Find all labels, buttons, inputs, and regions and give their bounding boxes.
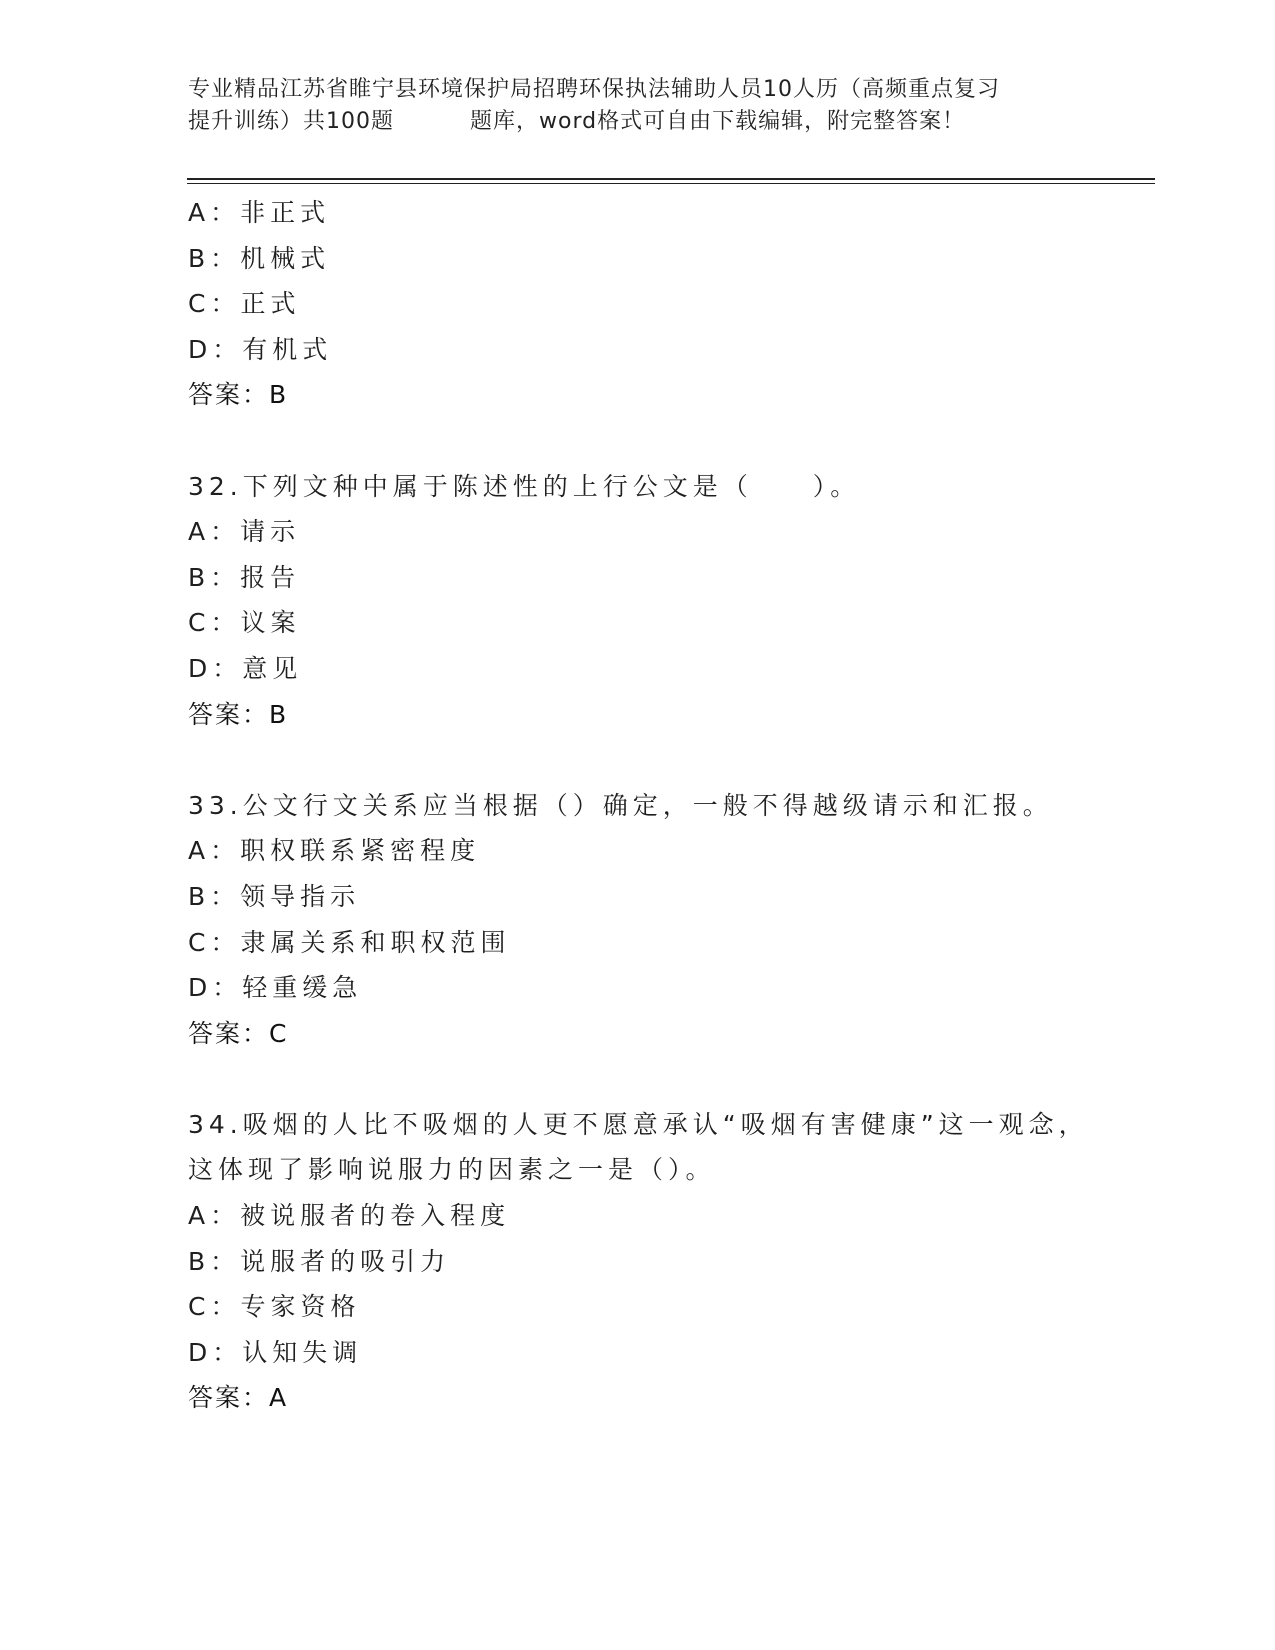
question-stem: 33.公文行文关系应当根据（）确定，一般不得越级请示和汇报。 [188,790,1053,820]
question-stem-line-2: 这体现了影响说服力的因素之一是（）。 [188,1155,716,1185]
question-33 [188,783,1148,1057]
question-stem-line-1: 34.吸烟的人比不吸烟的人更不愿意承认“吸烟有害健康”这一观念， [188,1109,1089,1139]
question-32 [188,464,1148,738]
header-divider-thick [187,178,1155,180]
option-d: D：意见 [188,653,303,683]
option-a: A：请示 [188,517,301,547]
option-c: C：正式 [188,289,301,319]
option-b: B：说服者的吸引力 [188,1246,451,1276]
document-header [188,74,1088,138]
answer: 答案：B [188,380,289,410]
option-d: D：认知失调 [188,1337,363,1367]
answer: 答案：B [188,699,289,729]
header-divider-thin [187,183,1155,184]
answer: 答案：A [188,1383,289,1413]
header-title-line-2-right: 题库，word格式可自由下载编辑，附完整答案！ [470,109,966,134]
question-31 [188,190,1148,418]
option-d: D：有机式 [188,334,333,364]
option-b: B：报告 [188,562,301,592]
option-a: A：被说服者的卷入程度 [188,1201,511,1231]
option-a: A：职权联系紧密程度 [188,836,481,866]
header-title-line-2-left: 提升训练）共100题 [188,109,394,134]
question-34 [188,1102,1148,1421]
header-title-line-2 [188,106,1088,138]
option-a: A：非正式 [188,198,331,227]
option-b: B：领导指示 [188,881,361,911]
option-c: C：专家资格 [188,1292,361,1322]
answer: 答案：C [188,1018,289,1048]
option-c: C：隶属关系和职权范围 [188,927,511,957]
option-c: C：议案 [188,608,301,638]
option-b: B：机械式 [188,243,331,273]
header-title-line-1: 专业精品江苏省睢宁县环境保护局招聘环保执法辅助人员10人历（高频重点复习 [188,77,1000,102]
question-list [188,190,1148,1421]
option-d: D：轻重缓急 [188,973,363,1003]
question-stem: 32.下列文种中属于陈述性的上行公文是（ ）。 [188,471,861,501]
